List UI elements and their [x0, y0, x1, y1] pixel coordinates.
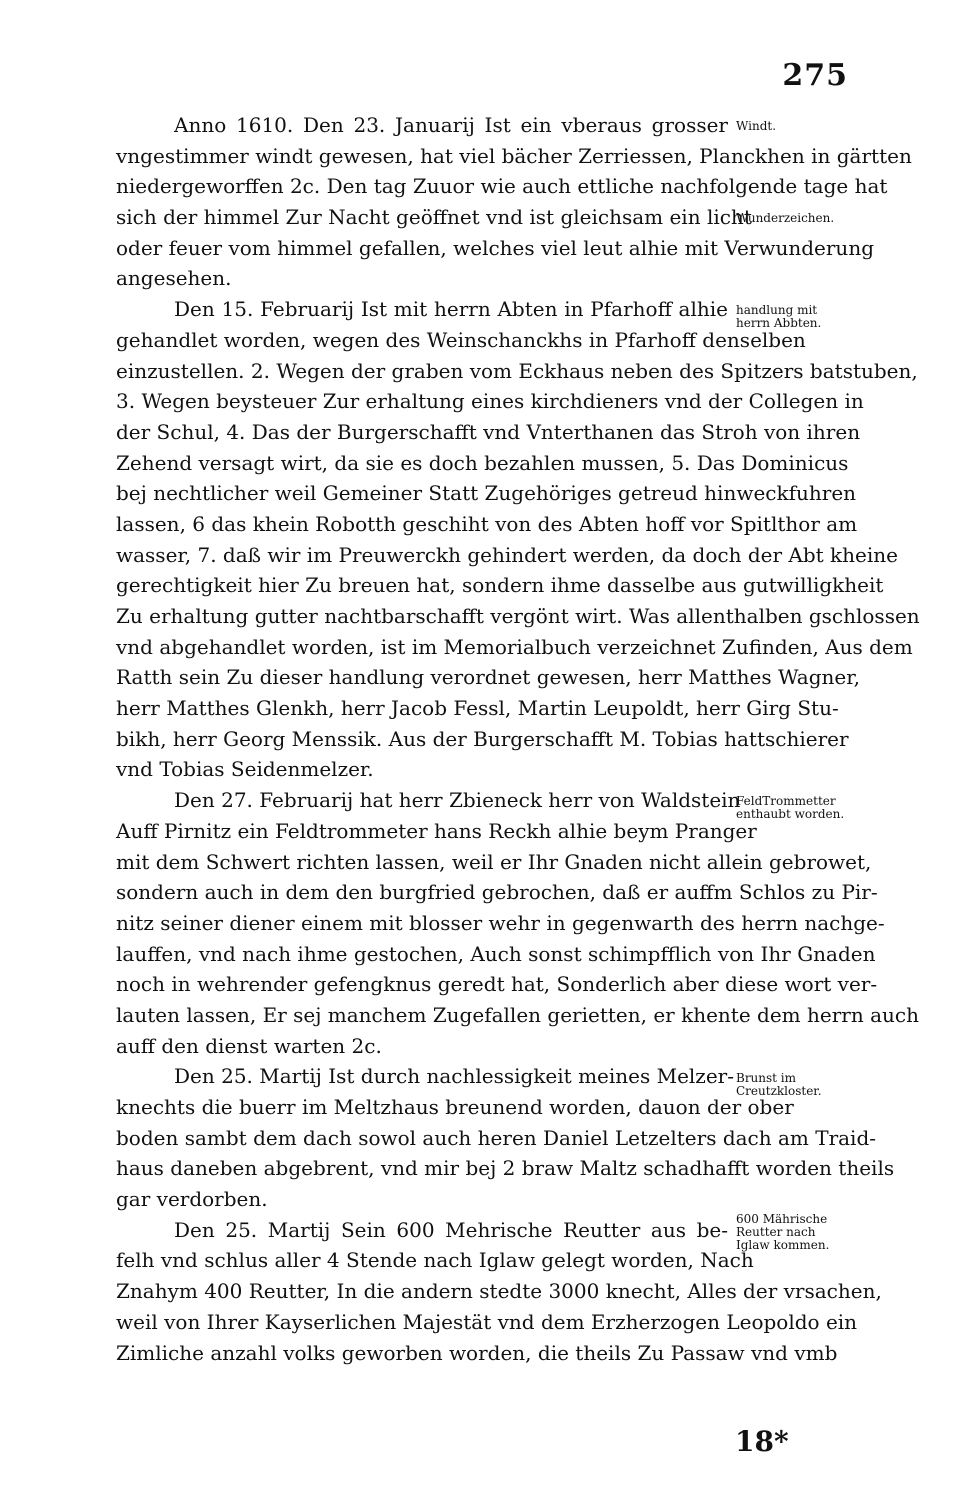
text-line: bikh, herr Georg Menssik. Aus der Burgerschafft M. Tobias hattschierer [116, 726, 849, 751]
margin-note-line: Creutzkloster. [736, 1083, 822, 1098]
text-line: wasser, 7. daß wir im Preuwerckh gehindert werden, da doch der Abt kheine [116, 542, 898, 567]
margin-note-line: enthaubt worden. [736, 807, 845, 822]
text-line: niedergeworffen 2c. Den tag Zuuor wie auch ettliche nachfolgende tage hat [116, 174, 888, 199]
text-line: boden sambt dem dach sowol auch heren Daniel Letzelters dach am Traid- [116, 1125, 877, 1150]
text-line: bej nechtlicher weil Gemeiner Statt Zugehöriges getreud hinweckfuhren [116, 481, 857, 506]
text-line: noch in wehrender gefengknus geredt hat, Sonderlich aber diese wort ver- [116, 972, 878, 997]
text-line: Den 25. Martij Ist durch nachlessigkeit meines Melzer- [174, 1064, 734, 1089]
text-line: Ratth sein Zu dieser handlung verordnet gewesen, herr Matthes Wagner, [116, 665, 860, 690]
text-line: lauten lassen, Er sej manchem Zugefallen gerietten, er khente dem herrn auch [116, 1002, 919, 1027]
text-line: Zimliche anzahl volks geworben worden, die theils Zu Passaw vnd vmb [116, 1340, 838, 1365]
text-line: Zehend versagt wirt, da sie es doch bezahlen mussen, 5. Das Dominicus [116, 450, 849, 475]
text-line: vnd abgehandlet worden, ist im Memorialbuch verzeichnet Zufinden, Aus dem [116, 634, 913, 659]
text-line: Den 27. Februarij hat herr Zbieneck herr von Waldstein [174, 788, 741, 813]
text-line: der Schul, 4. Das der Burgerschafft vnd Vnterthanen das Stroh von ihren [116, 419, 861, 444]
margin-note [736, 1072, 854, 1098]
text-line: vnd Tobias Seidenmelzer. [116, 757, 374, 782]
text-line: oder feuer vom himmel gefallen, welches viel leut alhie mit Verwunderung [116, 235, 874, 260]
text-line: sondern auch in dem den burgfried gebrochen, daß er auffm Schlos zu Pir- [116, 880, 878, 905]
page-number: 275 [782, 58, 848, 93]
margin-note-line: handlung mit [736, 303, 818, 318]
text-line: weil von Ihrer Kayserlichen Majestät vnd dem Erzherzogen Leopoldo ein [116, 1309, 858, 1334]
text-line: knechts die buerr im Meltzhaus breunend worden, dauon der ober [116, 1095, 794, 1119]
margin-note-line: Wunderzeichen. [736, 211, 835, 226]
margin-note [736, 212, 854, 225]
margin-note-line: Brunst im [736, 1070, 797, 1085]
text-line: felh vnd schlus aller 4 Stende nach Iglaw gelegt worden, Nach [116, 1248, 754, 1273]
text-line: gar verdorben. [116, 1187, 268, 1212]
text-line: sich der himmel Zur Nacht geöffnet vnd ist gleichsam ein licht [116, 205, 752, 230]
margin-note-line: Windt. [736, 119, 777, 133]
text-line: auff den dienst warten 2c. [116, 1033, 382, 1058]
margin-note [736, 1213, 854, 1252]
margin-note-line: 600 Mährische [736, 1212, 828, 1227]
text-line: Zu erhaltung gutter nachtbarschafft vergönt wirt. Was allenthalben gschlossen [116, 604, 920, 628]
text-line: haus daneben abgebrent, vnd mir bej 2 braw Maltz schadhafft worden theils [116, 1156, 895, 1181]
margin-note [736, 795, 854, 821]
text-line: Anno 1610. Den 23. Januarij Ist ein vberaus grosser [174, 113, 728, 137]
margin-note-line: Iglaw kommen. [736, 1238, 830, 1253]
text-line: mit dem Schwert richten lassen, weil er Ihr Gnaden nicht allein gebrowet, [116, 849, 872, 874]
margin-note-line: herrn Abbten. [736, 316, 822, 331]
text-line: einzustellen. 2. Wegen der graben vom Eckhaus neben des Spitzers batstuben, [116, 358, 918, 383]
text-line: herr Matthes Glenkh, herr Jacob Fessl, Martin Leupoldt, herr Girg Stu- [116, 696, 839, 721]
text-line: nitz seiner diener einem mit blosser wehr in gegenwarth des herrn nachge- [116, 910, 885, 935]
margin-note [736, 304, 854, 330]
text-line: gehandlet worden, wegen des Weinschanckhs in Pfarhoff denselben [116, 327, 806, 352]
text-line: lassen, 6 das khein Robotth geschiht von des Abten hoff vor Spitlthor am [116, 511, 858, 536]
text-line: 3. Wegen beysteuer Zur erhaltung eines kirchdieners vnd der Collegen in [116, 389, 864, 414]
text-line: Den 25. Martij Sein 600 Mehrische Reutter aus be- [174, 1217, 728, 1242]
margin-note-line: Reutter nach [736, 1225, 816, 1240]
text-line: gerechtigkeit hier Zu breuen hat, sondern ihme dasselbe aus gutwilligkheit [116, 573, 884, 598]
margin-note-line: FeldTrommetter [736, 794, 836, 809]
signature-mark: 18* [735, 1425, 789, 1458]
text-line: Auff Pirnitz ein Feldtrommeter hans Reckh alhie beym Pranger [116, 818, 757, 843]
text-line: vngestimmer windt gewesen, hat viel bächer Zerriessen, Planckhen in gärtten [116, 143, 912, 168]
text-line: Znahym 400 Reutter, In die andern stedte 3000 knecht, Alles der vrsachen, [116, 1279, 882, 1304]
text-line: Den 15. Februarij Ist mit herrn Abten in Pfarhoff alhie [174, 297, 728, 322]
margin-note [736, 120, 854, 133]
text-line: angesehen. [116, 266, 232, 291]
text-line: lauffen, vnd nach ihme gestochen, Auch sonst schimpfflich von Ihr Gnaden [116, 941, 876, 966]
